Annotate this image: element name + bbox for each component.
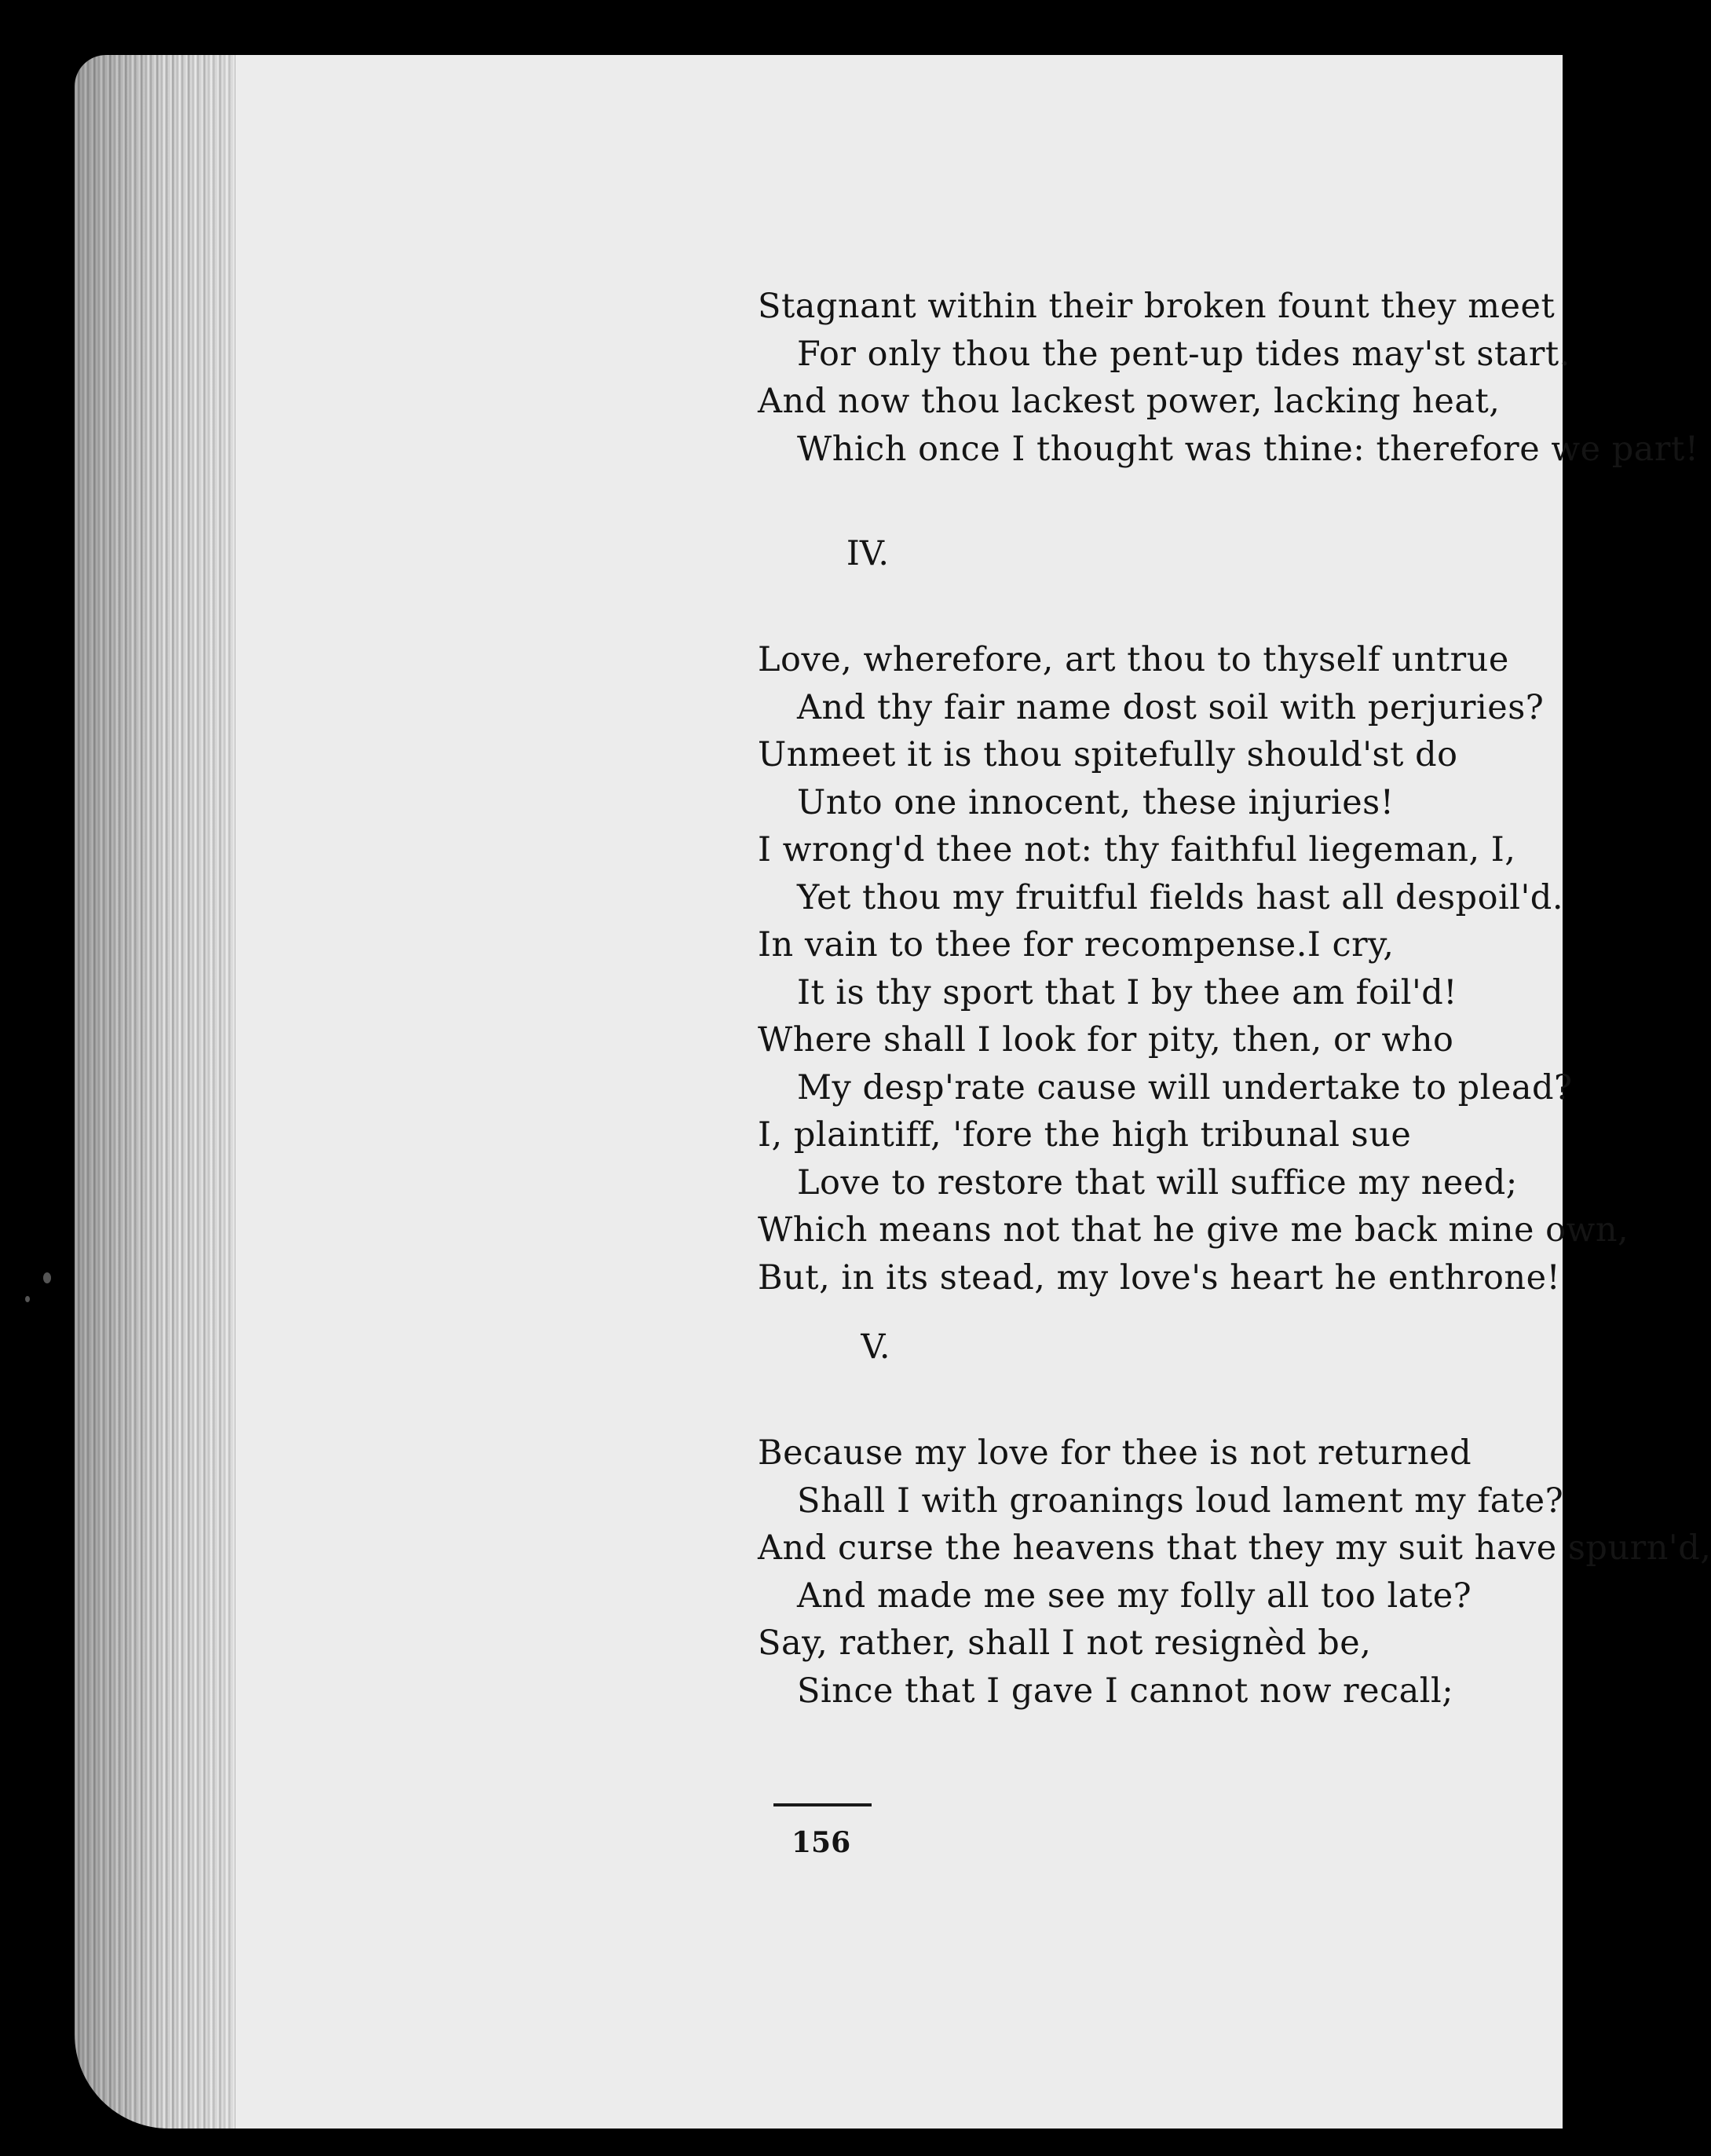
verse-line: Which once I thought was thine: therefore we part! <box>797 429 1699 469</box>
section-heading-iv: IV. <box>846 534 890 573</box>
verse-line: Love to restore that will suffice my need; <box>797 1162 1518 1202</box>
verse-line: And made me see my folly all too late? <box>797 1576 1472 1616</box>
verse-line: And curse the heavens that they my suit have spurn'd, <box>758 1528 1711 1568</box>
verse-line: Love, wherefore, art thou to thyself untrue <box>758 640 1509 679</box>
verse-line: Since that I gave I cannot now recall; <box>797 1671 1454 1711</box>
verse-line: I wrong'd thee not: thy faithful liegeman, I, <box>758 830 1516 869</box>
verse-line: Stagnant within their broken fount they meet <box>758 287 1556 326</box>
verse-line: In vain to thee for recompense.I cry, <box>758 925 1395 965</box>
verse-line: And now thou lackest power, lacking heat, <box>758 382 1501 421</box>
scan-speck <box>43 1272 51 1283</box>
stanza-top <box>758 283 1699 473</box>
verse-line: Shall I with groanings loud lament my fate? <box>797 1481 1564 1521</box>
verse-line: Unto one innocent, these injuries! <box>797 782 1395 822</box>
section-v-verse <box>758 1429 1711 1715</box>
verse-line: Unmeet it is thou spitefully should'st do <box>758 735 1458 774</box>
verse-line: And thy fair name dost soil with perjuries? <box>797 687 1545 727</box>
verse-line: Yet thou my fruitful fields hast all despoil'd. <box>797 877 1563 917</box>
verse-line: Say, rather, shall I not resignèd be, <box>758 1623 1372 1663</box>
verse-line: Which means not that he give me back mine own, <box>758 1210 1629 1250</box>
section-heading-v: V. <box>861 1327 890 1367</box>
page-number: 156 <box>792 1826 851 1859</box>
footer-rule <box>773 1803 872 1806</box>
verse-line: My desp'rate cause will undertake to plead? <box>797 1067 1573 1107</box>
scan-speck <box>25 1296 30 1302</box>
verse-line: It is thy sport that I by thee am foil'd! <box>797 972 1458 1012</box>
section-iv-verse <box>758 636 1629 1301</box>
verse-line: But, in its stead, my love's heart he enthrone! <box>758 1257 1561 1298</box>
verse-line: I, plaintiff, 'fore the high tribunal sue <box>758 1115 1412 1155</box>
verse-line: Where shall I look for pity, then, or who <box>758 1020 1454 1060</box>
verse-line: Because my love for thee is not returned <box>758 1433 1472 1473</box>
page <box>236 55 1711 2129</box>
verse-line: For only thou the pent-up tides may'st start. <box>797 334 1570 374</box>
